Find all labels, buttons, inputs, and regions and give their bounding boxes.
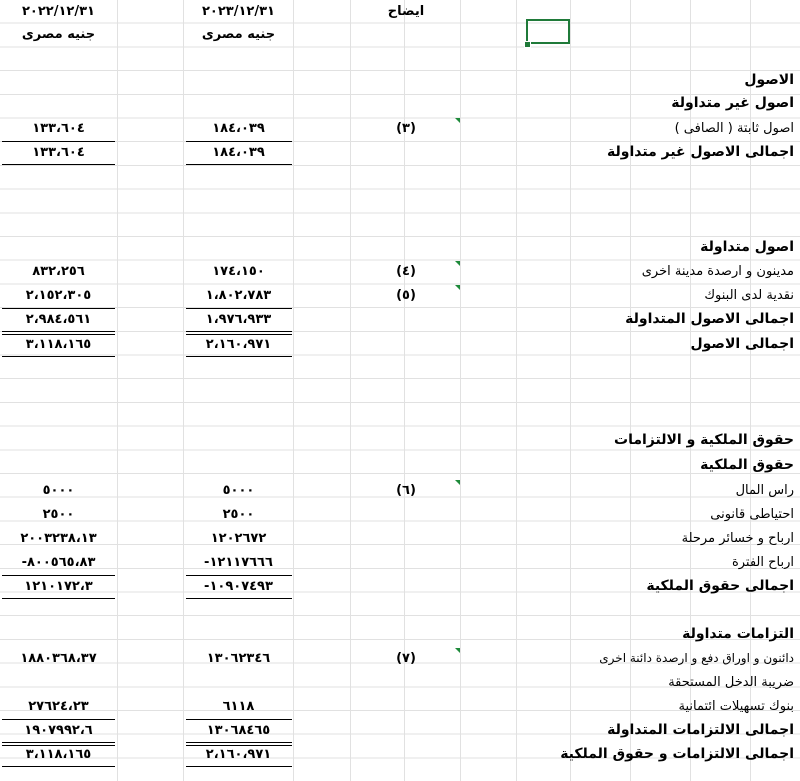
underline <box>2 164 115 165</box>
row-note: (٦) <box>396 483 416 498</box>
underline <box>2 141 115 142</box>
row-value-2023: ٢٥٠٠ <box>222 507 255 522</box>
row-value-2022: ٣،١١٨،١٦٥ <box>25 747 92 762</box>
row-value-2022: ١٣٣،٦٠٤ <box>32 121 85 136</box>
underline <box>2 575 115 576</box>
underline <box>2 308 115 309</box>
row-note: (٥) <box>396 288 416 303</box>
row-value-2023: -١٠٩٠٧٤٩٣ <box>204 579 273 594</box>
underline <box>2 766 115 767</box>
row-value-2023: -١٢١١٧٦٦٦ <box>204 555 273 570</box>
row-value-2022: ١٢١٠١٧٢،٣ <box>24 579 93 594</box>
row-label: بنوك تسهيلات ائتمانية <box>678 699 794 714</box>
underline <box>186 164 292 165</box>
row-value-2022: ٢،٩٨٤،٥٦١ <box>25 312 92 327</box>
row-value-2022: ٥٠٠٠ <box>42 483 75 498</box>
total-label: اجمالى الاصول غير متداولة <box>607 144 794 160</box>
fill-handle[interactable] <box>524 41 531 48</box>
subsection-title: حقوق الملكية <box>700 457 794 473</box>
selected-cell[interactable] <box>526 19 570 44</box>
double-underline <box>186 742 292 746</box>
row-label: مدينون و ارصدة مدينة اخرى <box>641 264 794 279</box>
underline <box>186 308 292 309</box>
row-value-2023: ٦١١٨ <box>222 699 255 714</box>
row-value-2022: ٢٠٠٣٢٣٨،١٣ <box>20 531 97 546</box>
row-value-2022: ١٨٨٠٣٦٨،٣٧ <box>20 651 97 666</box>
row-value-2023: ١٨٤،٠٣٩ <box>212 121 265 136</box>
row-value-2022: ٨٣٢،٢٥٦ <box>32 264 85 279</box>
row-value-2023: ١،٨٠٢،٧٨٣ <box>205 288 272 303</box>
total-label: اجمالى حقوق الملكية <box>646 578 794 594</box>
row-value-2023: ١٢٠٢٦٧٢ <box>210 531 267 546</box>
row-value-2023: ١٣٠٦٢٣٤٦ <box>206 651 271 666</box>
subsection-title: التزامات متداولة <box>682 626 794 642</box>
row-label: اصول ثابتة ( الصافى ) <box>674 121 794 136</box>
underline <box>186 766 292 767</box>
double-underline <box>2 331 115 335</box>
underline <box>2 356 115 357</box>
subsection-title: اصول غير متداولة <box>671 95 794 111</box>
row-value-2022: ١٩٠٧٩٩٢،٦ <box>24 723 93 738</box>
row-value-2023: ١٧٤،١٥٠ <box>212 264 265 279</box>
header-note-column: ايضاح <box>387 4 425 19</box>
grand-total-label: اجمالى الالتزامات و حقوق الملكية <box>560 746 794 762</box>
comment-marker <box>455 285 460 290</box>
row-label: دائنون و اوراق دفع و ارصدة دائنة اخرى <box>599 651 794 665</box>
row-note: (٤) <box>396 264 416 279</box>
double-underline <box>2 742 115 746</box>
underline <box>2 598 115 599</box>
row-value-2022: ٣،١١٨،١٦٥ <box>25 337 92 352</box>
underline <box>2 719 115 720</box>
row-label: نقدية لدى البنوك <box>704 288 794 303</box>
header-currency-2023: جنيه مصرى <box>201 27 276 42</box>
total-label: اجمالى الالتزامات المتداولة <box>607 722 794 738</box>
header-date-2022: ٢٠٢٢/١٢/٣١ <box>22 4 95 19</box>
underline <box>186 598 292 599</box>
row-value-2022: ١٣٣،٦٠٤ <box>32 145 85 160</box>
comment-marker <box>455 261 460 266</box>
comment-marker <box>455 480 460 485</box>
underline <box>186 141 292 142</box>
row-value-2022: ٢،١٥٢،٣٠٥ <box>25 288 92 303</box>
row-value-2023: ١٣٠٦٨٤٦٥ <box>206 723 271 738</box>
row-note: (٧) <box>396 651 416 666</box>
section-title-assets: الاصول <box>744 72 794 88</box>
comment-marker <box>455 648 460 653</box>
row-label: ارباح الفترة <box>731 555 794 570</box>
row-label: راس المال <box>735 483 794 498</box>
row-value-2022: ٢٧٦٢٤،٢٣ <box>28 699 89 714</box>
row-value-2023: ١،٩٧٦،٩٣٣ <box>205 312 272 327</box>
row-value-2023: ٥٠٠٠ <box>222 483 255 498</box>
row-value-2022: ٢٥٠٠ <box>42 507 75 522</box>
grand-total-label: اجمالى الاصول <box>690 336 794 352</box>
underline <box>186 356 292 357</box>
header-currency-2022: جنيه مصرى <box>21 27 96 42</box>
comment-marker <box>455 118 460 123</box>
row-note: (٣) <box>396 121 416 136</box>
double-underline <box>186 331 292 335</box>
header-date-2023: ٢٠٢٣/١٢/٣١ <box>202 4 275 19</box>
row-label: ارباح و خسائر مرحلة <box>681 531 794 546</box>
underline <box>186 719 292 720</box>
underline <box>186 575 292 576</box>
total-label: اجمالى الاصول المتداولة <box>625 311 794 327</box>
row-label: ضريبة الدخل المستحقة <box>668 675 794 690</box>
row-label: احتياطى قانونى <box>710 507 794 522</box>
subsection-title: اصول متداولة <box>700 239 794 255</box>
section-title-equity-liabilities: حقوق الملكية و الالتزامات <box>614 432 794 448</box>
row-value-2023: ١٨٤،٠٣٩ <box>212 145 265 160</box>
row-value-2023: ٢،١٦٠،٩٧١ <box>205 337 272 352</box>
row-value-2023: ٢،١٦٠،٩٧١ <box>205 747 272 762</box>
row-value-2022: -٨٠٠٥٦٥،٨٣ <box>21 555 96 570</box>
